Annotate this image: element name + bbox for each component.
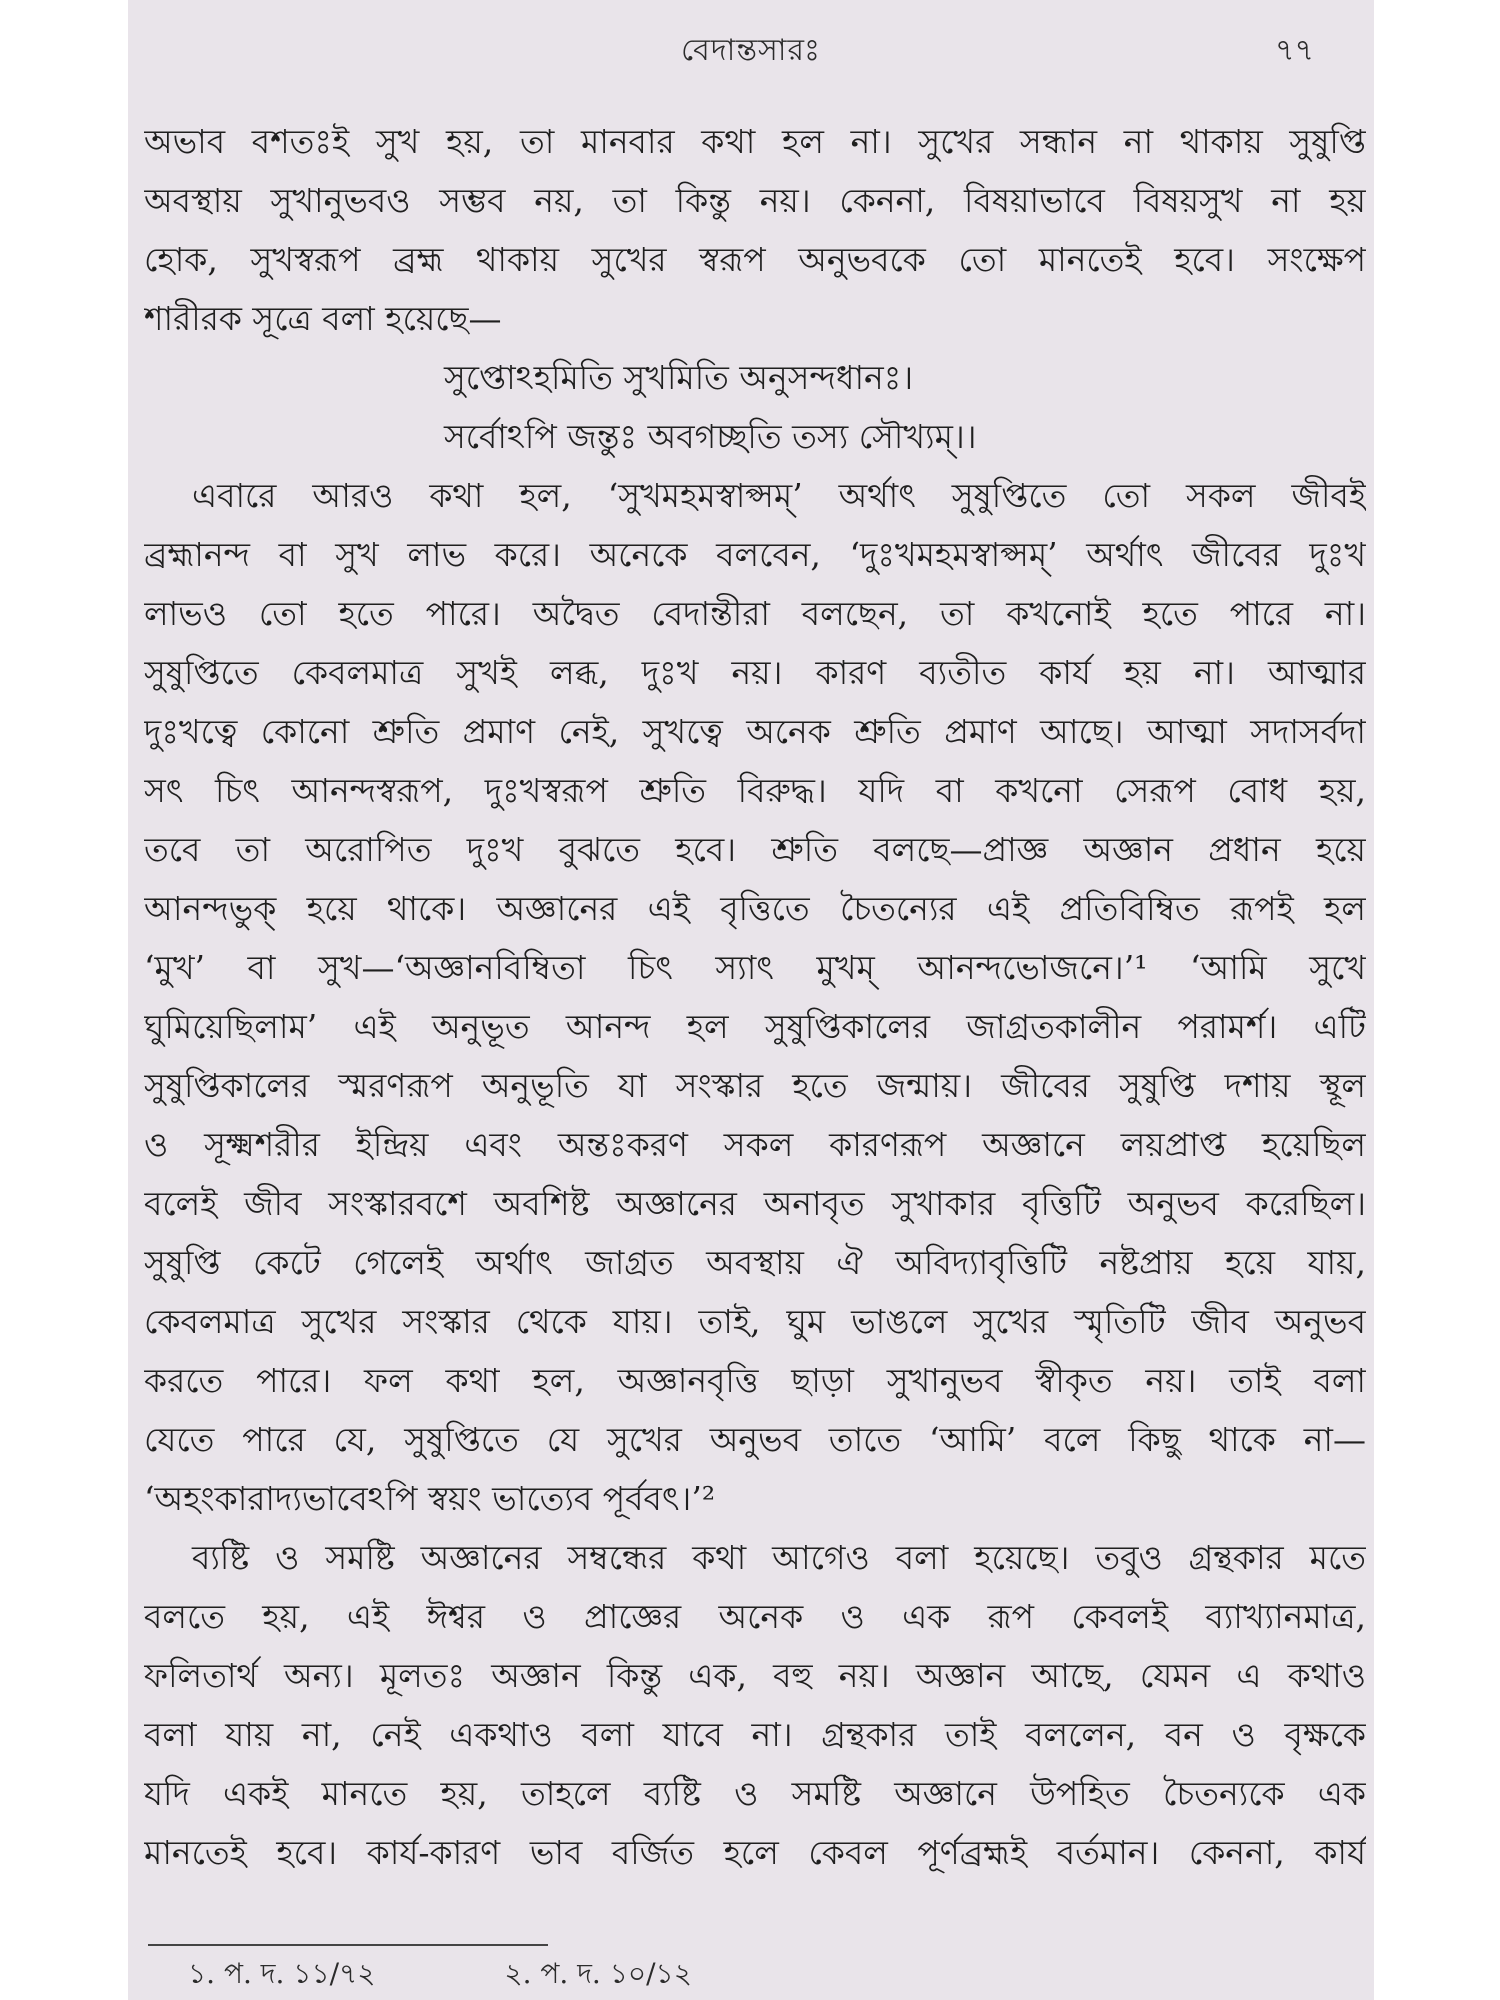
text-line: সুষুপ্তি কেটে গেলেই অর্থাৎ জাগ্রত অবস্থায় ঐ অবিদ্যাবৃত্তিটি নষ্টপ্রায় হয়ে যায়,: [144, 1243, 1366, 1282]
footnote-divider: [148, 1944, 548, 1946]
text-line: সুষুপ্তিতে কেবলমাত্র সুখই লব্ধ, দুঃখ নয়। কারণ ব্যতীত কার্য হয় না। আত্মার: [144, 653, 1366, 692]
text-line: অবস্থায় সুখানুভবও সম্ভব নয়, তা কিন্তু নয়। কেননা, বিষয়াভাবে বিষয়সুখ না হয়: [144, 181, 1366, 220]
paragraph-3: [144, 1528, 1366, 1882]
text-line: বলা যায় না, নেই একথাও বলা যাবে না। গ্রন্থকার তাই বললেন, বন ও বৃক্ষকে: [144, 1715, 1366, 1754]
verse-line: সুপ্তোঽহমিতি সুখমিতি অনুসন্দধানঃ।: [444, 358, 914, 397]
text-line: দুঃখত্বে কোনো শ্রুতি প্রমাণ নেই, সুখত্বে অনেক শ্রুতি প্রমাণ আছে। আত্মা সদাসর্বদা: [144, 712, 1366, 751]
text-line: আনন্দভুক্ হয়ে থাকে। অজ্ঞানের এই বৃত্তিতে চৈতন্যের এই প্রতিবিম্বিত রূপই হল: [144, 889, 1366, 928]
text-line: হোক, সুখস্বরূপ ব্রহ্ম থাকায় সুখের স্বরূপ অনুভবকে তো মানতেই হবে। সংক্ষেপ: [144, 240, 1366, 279]
page-number: ৭৭: [1274, 33, 1314, 68]
sanskrit-verse: [144, 348, 1366, 466]
text-line: এবারে আরও কথা হল, ‘সুখমহমস্বাপ্সম্’ অর্থাৎ সুষুপ্তিতে তো সকল জীবই: [192, 476, 1366, 515]
text-line: ‘মুখ’ বা সুখ—‘অজ্ঞানবিম্বিতা চিৎ স্যাৎ মুখম্ আনন্দভোজনে।’¹ ‘আমি সুখে: [144, 948, 1366, 987]
text-line: সুষুপ্তিকালের স্মরণরূপ অনুভূতি যা সংস্কার হতে জন্মায়। জীবের সুষুপ্তি দশায় স্থূল: [144, 1066, 1366, 1105]
running-header-title: বেদান্তসারঃ: [680, 33, 822, 68]
text-line: করতে পারে। ফল কথা হল, অজ্ঞানবৃত্তি ছাড়া সুখানুভব স্বীকৃত নয়। তাই বলা: [144, 1361, 1366, 1400]
book-page: [128, 0, 1374, 2000]
text-line: কেবলমাত্র সুখের সংস্কার থেকে যায়। তাই, ঘুম ভাঙলে সুখের স্মৃতিটি জীব অনুভব: [144, 1302, 1366, 1341]
text-line: তবে তা অরোপিত দুঃখ বুঝতে হবে। শ্রুতি বলছে—প্রাজ্ঞ অজ্ঞান প্রধান হয়ে: [144, 830, 1366, 869]
verse-line: সর্বোঽপি জন্তুঃ অবগচ্ছতি তস্য সৌখ্যম্।।: [444, 417, 977, 456]
text-line: বলতে হয়, এই ঈশ্বর ও প্রাজ্ঞের অনেক ও এক রূপ কেবলই ব্যাখ্যানমাত্র,: [144, 1597, 1366, 1636]
text-line: ঘুমিয়েছিলাম’ এই অনুভূত আনন্দ হল সুষুপ্তিকালের জাগ্রতকালীন পরামর্শ। এটি: [144, 1007, 1366, 1046]
footnotes: [188, 1952, 812, 1999]
text-line: ও সূক্ষ্মশরীর ইন্দ্রিয় এবং অন্তঃকরণ সকল কারণরূপ অজ্ঞানে লয়প্রাপ্ত হয়েছিল: [144, 1125, 1366, 1164]
text-line: সৎ চিৎ আনন্দস্বরূপ, দুঃখস্বরূপ শ্রুতি বিরুদ্ধ। যদি বা কখনো সেরূপ বোধ হয়,: [144, 771, 1366, 810]
text-line: ব্রহ্মানন্দ বা সুখ লাভ করে। অনেকে বলবেন, ‘দুঃখমহমস্বাপ্সম্’ অর্থাৎ জীবের দুঃখ: [144, 535, 1366, 574]
page-body: [144, 112, 1366, 1882]
text-line: ব্যষ্টি ও সমষ্টি অজ্ঞানের সম্বন্ধের কথা আগেও বলা হয়েছে। তবুও গ্রন্থকার মতে: [192, 1538, 1366, 1577]
text-line: অভাব বশতঃই সুখ হয়, তা মানবার কথা হল না। সুখের সন্ধান না থাকায় সুষুপ্তি: [144, 122, 1366, 161]
text-line: বলেই জীব সংস্কারবশে অবশিষ্ট অজ্ঞানের অনাবৃত সুখাকার বৃত্তিটি অনুভব করেছিল।: [144, 1184, 1366, 1223]
paragraph-2: [144, 466, 1366, 1528]
footnote-2: ২. প. দ. ১০/১২: [504, 1957, 692, 1990]
text-line: যেতে পারে যে, সুষুপ্তিতে যে সুখের অনুভব তাতে ‘আমি’ বলে কিছু থাকে না—: [144, 1420, 1366, 1459]
text-line: মানতেই হবে। কার্য-কারণ ভাব বর্জিত হলে কেবল পূর্ণব্রহ্মই বর্তমান। কেননা, কার্য: [144, 1833, 1366, 1872]
paragraph-1: [144, 112, 1366, 348]
text-line: ‘অহংকারাদ্যভাবেঽপি স্বয়ং ভাত্যেব পূর্ববৎ।’²: [144, 1479, 716, 1518]
text-line: লাভও তো হতে পারে। অদ্বৈত বেদান্তীরা বলছেন, তা কখনোই হতে পারে না।: [144, 594, 1366, 633]
footnote-1: ১. প. দ. ১১/৭২: [188, 1957, 376, 1990]
text-line: যদি একই মানতে হয়, তাহলে ব্যষ্টি ও সমষ্টি অজ্ঞানে উপহিত চৈতন্যকে এক: [144, 1774, 1366, 1813]
text-line: শারীরক সূত্রে বলা হয়েছে—: [144, 299, 502, 338]
text-line: ফলিতার্থ অন্য। মূলতঃ অজ্ঞান কিন্তু এক, বহু নয়। অজ্ঞান আছে, যেমন এ কথাও: [144, 1656, 1366, 1695]
